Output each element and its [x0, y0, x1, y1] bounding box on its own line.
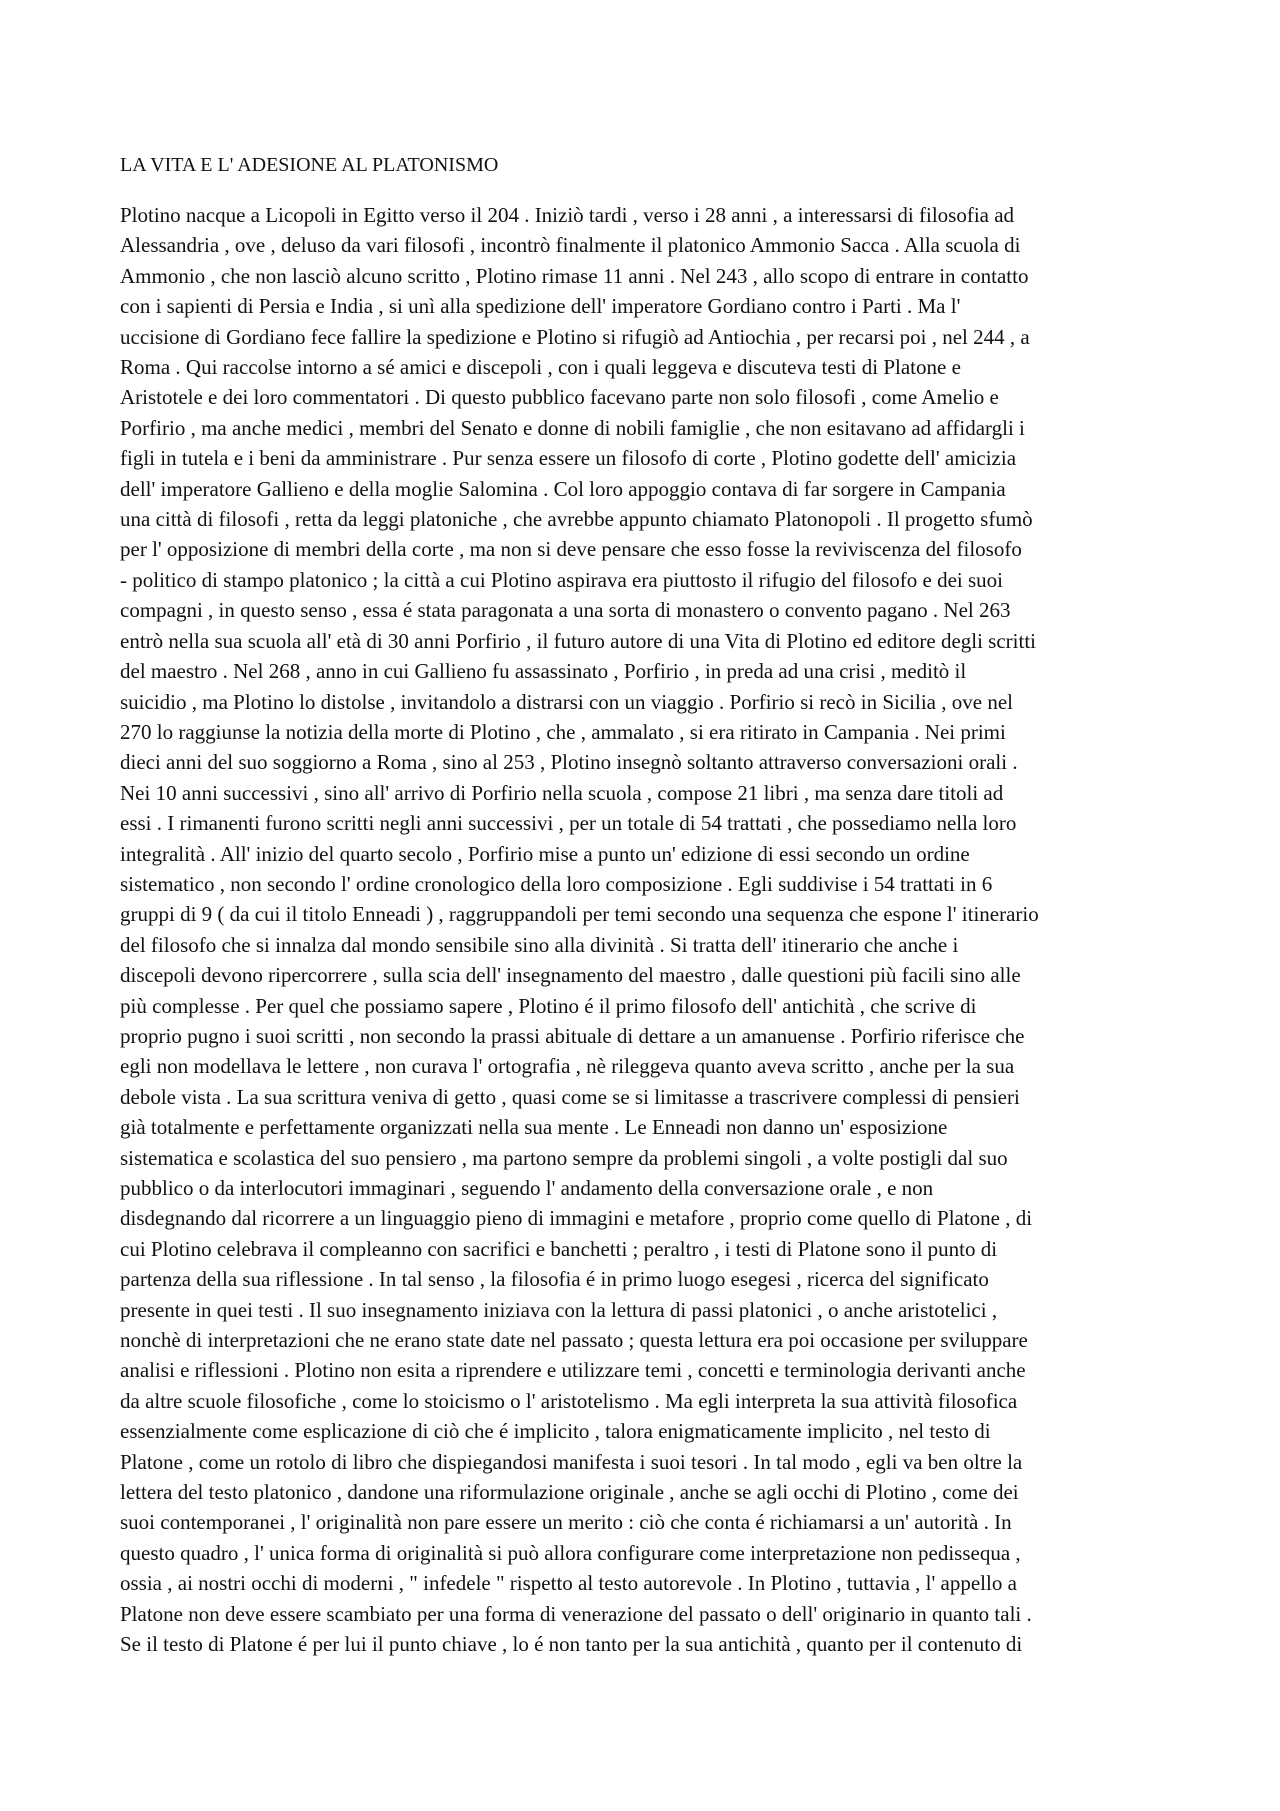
body-line: suicidio , ma Plotino lo distolse , invitandolo a distrarsi con un viaggio . Porfirio si recò in Sicilia , ove nel — [120, 689, 1013, 714]
body-line: proprio pugno i suoi scritti , non secondo la prassi abituale di dettare a un amanuense . Porfirio riferisce che — [120, 1023, 1025, 1048]
body-line: ossia , ai nostri occhi di moderni , " infedele " rispetto al testo autorevole . In Plotino , tuttavia , l' appello a — [120, 1571, 1017, 1596]
body-line: essenzialmente come esplicazione di ciò che é implicito , talora enigmaticamente implicito , nel testo di — [120, 1419, 991, 1444]
body-line: discepoli devono ripercorrere , sulla scia dell' insegnamento del maestro , dalle questioni più facili sino alle — [120, 963, 1021, 988]
body-line: debole vista . La sua scrittura veniva di getto , quasi come se si limitasse a trascrivere complessi di pensieri — [120, 1084, 1020, 1109]
body-line: con i sapienti di Persia e India , si unì alla spedizione dell' imperatore Gordiano contro i Parti . Ma l' — [120, 294, 961, 319]
body-line: lettera del testo platonico , dandone una riformulazione originale , anche se agli occhi di Plotino , come dei — [120, 1480, 1019, 1505]
body-line: compagni , in questo senso , essa é stata paragonata a una sorta di monastero o convento pagano . Nel 263 — [120, 598, 1011, 623]
body-line: una città di filosofi , retta da leggi platoniche , che avrebbe appunto chiamato Platonopoli . Il progetto sfumò — [120, 507, 1033, 532]
body-line: Roma . Qui raccolse intorno a sé amici e discepoli , con i quali leggeva e discuteva testi di Platone e — [120, 355, 961, 380]
body-line: nonchè di interpretazioni che ne erano state date nel passato ; questa lettura era poi occasione per sviluppare — [120, 1328, 1028, 1353]
body-line: figli in tutela e i beni da amministrare . Pur senza essere un filosofo di corte , Plotino godette dell' amicizia — [120, 446, 1017, 471]
body-line: per l' opposizione di membri della corte , ma non si deve pensare che esso fosse la reviviscenza del filosofo — [120, 537, 1022, 562]
body-line: analisi e riflessioni . Plotino non esita a riprendere e utilizzare temi , concetti e terminologia derivanti anche — [120, 1358, 1026, 1383]
body-line: Platone , come un rotolo di libro che dispiegandosi manifesta i suoi tesori . In tal modo , egli va ben oltre la — [120, 1449, 1023, 1474]
body-line: pubblico o da interlocutori immaginari , seguendo l' andamento della conversazione orale , e non — [120, 1176, 934, 1200]
body-line: Porfirio , ma anche medici , membri del Senato e donne di nobili famiglie , che non esitavano ad affidargli i — [120, 415, 1025, 440]
body-line: partenza della sua riflessione . In tal senso , la filosofia é in primo luogo esegesi , ricerca del significato — [120, 1267, 989, 1292]
body-line: sistematico , non secondo l' ordine cronologico della loro composizione . Egli suddivise i 54 trattati in 6 — [120, 871, 993, 896]
body-line: già totalmente e perfettamente organizzati nella sua mente . Le Enneadi non danno un' esposizione — [120, 1115, 948, 1140]
body-line: disdegnando dal ricorrere a un linguaggio pieno di immagini e metafore , proprio come quello di Platone , di — [120, 1206, 1033, 1231]
body-line: dell' imperatore Gallieno e della moglie Salomina . Col loro appoggio contava di far sorgere in Campania — [120, 476, 1006, 501]
body-line: del maestro . Nel 268 , anno in cui Gallieno fu assassinato , Porfirio , in preda ad una crisi , meditò il — [120, 659, 967, 684]
body-line: essi . I rimanenti furono scritti negli anni successivi , per un totale di 54 trattati , che possediamo nella loro — [120, 811, 1017, 836]
body-line: - politico di stampo platonico ; la città a cui Plotino aspirava era piuttosto il rifugio del filosofo e dei suoi — [120, 567, 1003, 592]
body-line: uccisione di Gordiano fece fallire la spedizione e Plotino si rifugiò ad Antiochia , per recarsi poi , nel 244 , a — [120, 324, 1030, 349]
body-line: entrò nella sua scuola all' età di 30 anni Porfirio , il futuro autore di una Vita di Plotino ed editore degli scritti — [120, 628, 1037, 653]
body-line: suoi contemporanei , l' originalità non pare essere un merito : ciò che conta é richiamarsi a un' autorità . In — [120, 1510, 1012, 1535]
body-line: egli non modellava le lettere , non curava l' ortografia , nè rileggeva quanto aveva scritto , anche per la sua — [120, 1054, 1015, 1079]
body-line: presente in quei testi . Il suo insegnamento iniziava con la lettura di passi platonici , o anche aristotelici , — [120, 1297, 998, 1322]
body-line: Se il testo di Platone é per lui il punto chiave , lo é non tanto per la sua antichità , quanto per il contenuto di — [120, 1632, 1023, 1657]
body-line: del filosofo che si innalza dal mondo sensibile sino alla divinità . Si tratta dell' itinerario che anche i — [120, 932, 959, 957]
body-line: 270 lo raggiunse la notizia della morte di Plotino , che , ammalato , si era ritirato in Campania . Nei primi — [120, 719, 1006, 744]
body-line: gruppi di 9 ( da cui il titolo Enneadi ) , raggruppandoli per temi secondo una sequenza che espone l' itinerario — [120, 902, 1039, 927]
body-line: Ammonio , che non lasciò alcuno scritto , Plotino rimase 11 anni . Nel 243 , allo scopo di entrare in contatto — [120, 263, 1029, 288]
body-line: sistematica e scolastica del suo pensiero , ma partono sempre da problemi singoli , a volte postigli dal suo — [120, 1145, 1008, 1170]
body-line: integralità . All' inizio del quarto secolo , Porfirio mise a punto un' edizione di essi secondo un ordine — [120, 841, 970, 866]
body-line: da altre scuole filosofiche , come lo stoicismo o l' aristotelismo . Ma egli interpreta la sua attività filosofica — [120, 1388, 1018, 1413]
body-line: Platone non deve essere scambiato per una forma di venerazione del passato o dell' originario in quanto tali . — [120, 1601, 1032, 1626]
body-line: Nei 10 anni successivi , sino all' arrivo di Porfirio nella scuola , compose 21 libri , ma senza dare titoli ad — [120, 780, 1004, 805]
body-line: più complesse . Per quel che possiamo sapere , Plotino é il primo filosofo dell' antichità , che scrive di — [120, 993, 977, 1018]
document-body — [120, 200, 1180, 1660]
body-line: Alessandria , ove , deluso da vari filosofi , incontrò finalmente il platonico Ammonio Sacca . Alla scuola di — [120, 233, 1021, 258]
document-title: LA VITA E L' ADESIONE AL PLATONISMO — [120, 154, 499, 176]
body-line: Aristotele e dei loro commentatori . Di questo pubblico facevano parte non solo filosofi , come Amelio e — [120, 385, 999, 410]
body-line: questo quadro , l' unica forma di originalità si può allora configurare come interpretazione non pedissequa , — [120, 1540, 1021, 1565]
body-line: cui Plotino celebrava il compleanno con sacrifici e banchetti ; peraltro , i testi di Platone sono il punto di — [120, 1236, 998, 1261]
body-line: dieci anni del suo soggiorno a Roma , sino al 253 , Plotino insegnò soltanto attraverso conversazioni orali . — [120, 750, 1018, 775]
body-line: Plotino nacque a Licopoli in Egitto verso il 204 . Iniziò tardi , verso i 28 anni , a interessarsi di filosofia ad — [120, 203, 1015, 227]
